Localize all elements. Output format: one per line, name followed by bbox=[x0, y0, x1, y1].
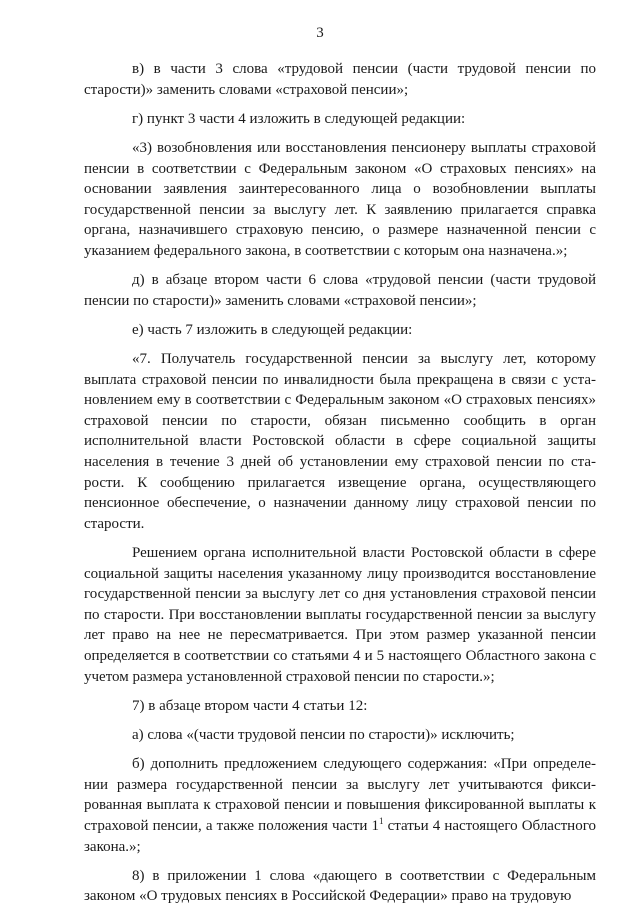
paragraph-a: а) слова «(части трудовой пенсии по старости)» исключить; bbox=[132, 726, 515, 743]
superscript-one: 1 bbox=[379, 815, 384, 826]
paragraph-g: г) пункт 3 части 4 изложить в следующей редакции: bbox=[132, 110, 466, 127]
paragraph-e-part-7: «7. Получатель государственной пенсии за выслугу лет, которому выплата страховой пенсии по инвалидности была прекращена в связи с установлением ему в соответствии с Федеральным законом «О страховых пенсиях» страховой пенсии по старости, обязан письменно сообщить в орган исполнительной власти Ростовской области в сфере социальной защиты населения в течение 3 дней об установлении ему страховой пенсии по старости. К сообщению прилагается извещение органа, осуществляющего пенсионное обеспечение, о назначении данному лицу страховой пенсии по старости. bbox=[84, 351, 596, 532]
paragraph-e-part-7-continued: Решением органа исполнительной власти Ростовской области в сфере социальной защиты населения указанному лицу производится восстановление государственной пенсии за выслугу лет со дня установления страховой пенсии по старости. При восстановлении выплаты государственной пенсии за выслугу лет право на нее не пересматривается. При этом размер указанной пенсии определяется в соответствии со статьями 4 и 5 настоящего Областного закона с учетом размера установленной страховой пенсии по старости.»; bbox=[84, 545, 596, 685]
document-body bbox=[84, 59, 596, 907]
paragraph-8: 8) в приложении 1 слова «дающего в соответствии с Федеральным законом «О трудовых пенсиях в Российской Федерации» право на трудовую bbox=[84, 867, 596, 905]
paragraph-7: 7) в абзаце втором части 4 статьи 12: bbox=[132, 697, 368, 714]
paragraph-b bbox=[84, 754, 596, 857]
paragraph-g-item-3: «3) возобновления или восстановления пенсионеру выплаты страховой пенсии в соответствии с Федеральным законом «О страховых пенсиях» на основании заявления заинтересованного лица о возобновлении выплаты государственной пенсии за выслугу лет. К заявлению прилагается справка органа, назначившего страховую пенсию, о размере назначенной пенсии с указанием федерального закона, в соответствии с которым она назначена.»; bbox=[84, 139, 596, 259]
paragraph-v: в) в части 3 слова «трудовой пенсии (части трудовой пенсии по старости)» заменить словами «страховой пенсии»; bbox=[84, 61, 596, 98]
paragraph-d: д) в абзаце втором части 6 слова «трудовой пенсии (части трудовой пенсии по старости)» заменить словами «страховой пенсии»; bbox=[84, 272, 596, 309]
paragraph-b-text-end: статьи 4 настоящего Областного закона.»; bbox=[84, 817, 596, 855]
paragraph-e: е) часть 7 изложить в следующей редакции: bbox=[132, 321, 413, 338]
paragraph-b-text: б) дополнить предложением следующего содержания: «При определении размера государственной пенсии за выслугу лет учитываются фиксированная выплата к страховой пенсии и повышения фиксированной выплаты к страховой пенсии, а также положения части 1 bbox=[84, 756, 596, 834]
page-number: 3 bbox=[316, 25, 324, 41]
